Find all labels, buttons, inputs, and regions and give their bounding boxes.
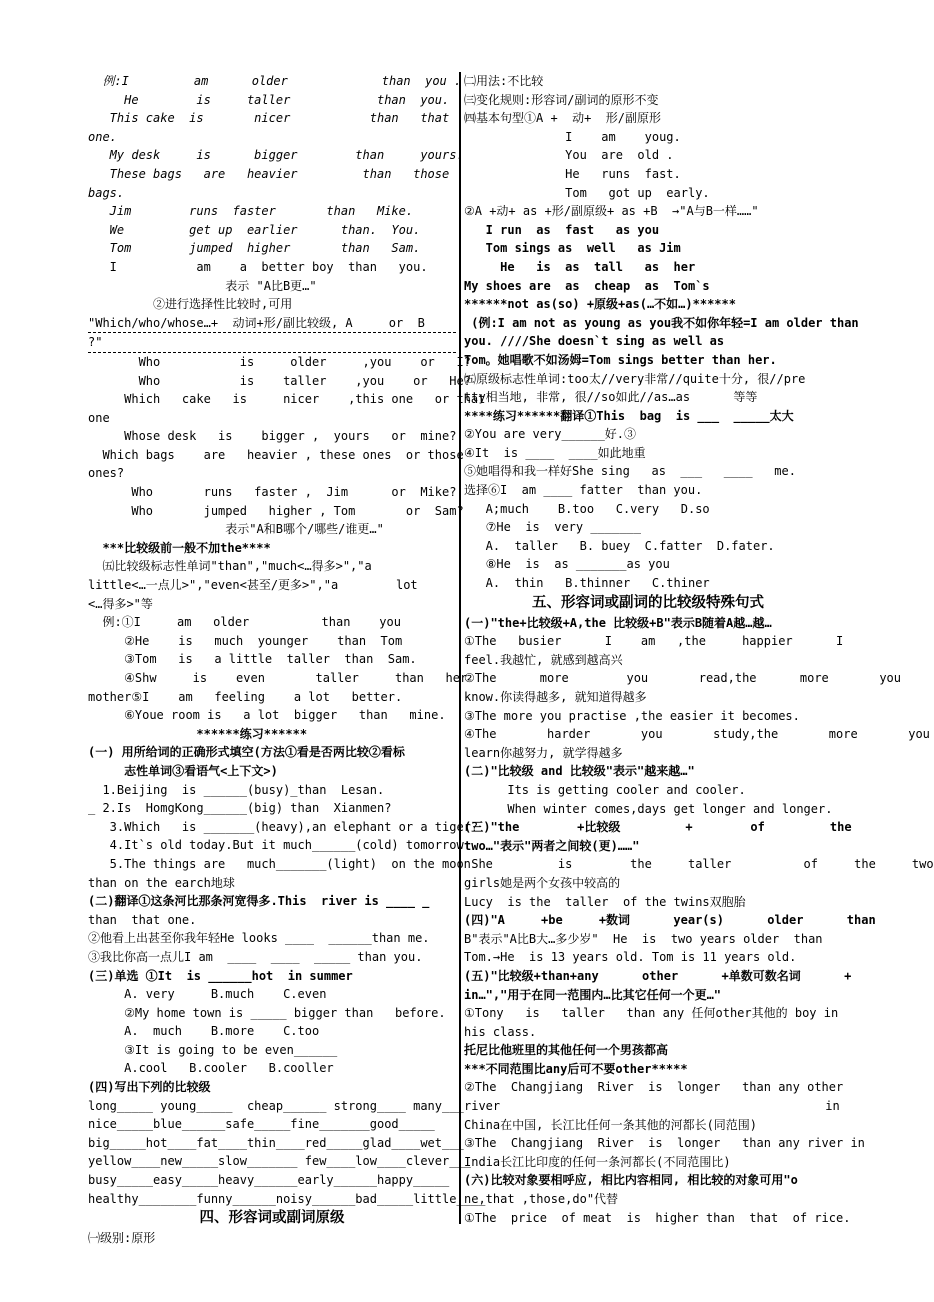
text-line: busy_____easy_____heavy______early______happy_____ [88, 1173, 450, 1188]
text-line: ⑤她唱得和我一样好She sing as ___ ____ me. [464, 464, 796, 479]
text-line: big_____hot____fat____thin____red_____glad____wet___ [88, 1135, 464, 1150]
section-five-heading: 五、形容词或副词的比较级特殊句式 [532, 594, 764, 611]
text-line: 表示"A和B哪个/哪些/谁更…" [88, 522, 384, 537]
text-line: nice_____blue______safe_____fine_______good_____ [88, 1117, 435, 1132]
right-text-block [464, 72, 859, 593]
text-line: ③Tom is a little taller than Sam. [88, 652, 417, 667]
text-line: _ 2.Is HomgKong______(big) than Xianmen? [88, 801, 392, 816]
text-line: mother⑤I am feeling a lot better. [88, 689, 403, 704]
text-line: learn你越努力, 就学得越多 [464, 745, 623, 760]
text-line: Who is taller ,you or He? [88, 373, 471, 388]
text-line: ①The busier I am ,the happier I [464, 634, 844, 649]
text-line: one [88, 410, 110, 425]
text-line: Its is getting cooler and cooler. [464, 782, 746, 797]
text-line: A. very B.much C.even [88, 987, 327, 1002]
text-line: ③The Changjiang River is longer than any river in [464, 1136, 865, 1151]
text-line: bags. [88, 185, 125, 200]
text-line: India长江比印度的任何一条河都长(不同范围比) [464, 1154, 731, 1169]
text-line: B"表示"A比B大…多少岁" He is two years older than [464, 931, 823, 946]
text-line: My desk is bigger than yours. [88, 148, 464, 163]
text-line: ones? [88, 466, 125, 481]
text-line: He runs fast. [464, 166, 681, 181]
text-line: 例:I am older than you . [88, 74, 462, 88]
text-line: A. taller B. buey C.fatter D.fater. [464, 538, 775, 553]
text-line: ㈣基本句型①A + 动+ 形/副原形 [464, 111, 662, 126]
text-line: 4.It`s old today.But it much______(cold) tomorrow. [88, 838, 471, 853]
text-line: ******not as(so) +原级+as(…不如…)****** [464, 297, 736, 312]
text-line: A. thin B.thinner C.thiner [464, 576, 710, 591]
text-line: ③我比你高一点儿I am ____ ____ _____ than you. [88, 949, 423, 964]
text-line: ②You are very______好.③ [464, 427, 637, 442]
text-line: little<…一点儿>","even<甚至/更多>","a lot [88, 578, 418, 593]
text-line: ④The harder you study,the more you [464, 727, 930, 742]
text-line: Tom got up early. [464, 185, 710, 200]
text-line: Tom jumped higher than Sam. [88, 241, 421, 256]
text-line: 选择⑥I am ____ fatter than you. [464, 483, 703, 498]
left-text-block [88, 72, 486, 1208]
text-line: ③It is going to be even______ [88, 1042, 338, 1057]
text-line: ne,that ,those,do"代替 [464, 1192, 619, 1207]
text-line: A;much B.too C.very D.so [464, 501, 710, 516]
text-line: Tom。她唱歌不如汤姆=Tom sings better than her. [464, 352, 777, 367]
text-line: ④It is ____ ____如此地重 [464, 445, 646, 460]
text-line: ②他看上出甚至你我年轻He looks ____ ______than me. [88, 931, 430, 946]
text-line: feel.我越忙, 就感到越高兴 [464, 652, 623, 667]
text-line: ?" [88, 333, 456, 353]
text-line: <…得多>"等 [88, 596, 153, 611]
text-line: (一)"the+比较级+A,the 比较级+B"表示B随着A越…越… [464, 615, 772, 630]
text-line: ******练习****** [88, 726, 308, 741]
text-line: ②He is much younger than Tom [88, 633, 403, 648]
text-line: ㈤比较级标志性单词"than","much<…得多>","a [88, 559, 372, 574]
text-line: girls她是两个女孩中较高的 [464, 875, 621, 890]
text-line: These bags are heavier than those [88, 166, 450, 181]
text-line: I am youg. [464, 129, 681, 144]
text-line: Which bags are heavier , these ones or those [88, 447, 464, 462]
text-line: Which cake is nicer ,this one or that [88, 392, 486, 407]
text-line: Lucy is the taller of the twins双胞胎 [464, 894, 746, 909]
text-line: He is taller than you. [88, 92, 450, 107]
text-line: ②The more you read,the more you [464, 671, 902, 686]
text-line: ⑥Youe room is a lot bigger than mine. [88, 708, 446, 723]
text-line: Who is older ,you or I? [88, 354, 471, 369]
text-line: ㈤原级标志性单词:too太//very非常//quite十分, 很//pre [464, 371, 806, 386]
text-line: ***不同范围比any后可不要other***** [464, 1061, 688, 1076]
text-line: than on the earch地球 [88, 875, 235, 890]
text-line: ③The more you practise ,the easier it becomes. [464, 708, 800, 723]
text-line: You are old . [464, 148, 674, 163]
text-line: ②A +动+ as +形/副原级+ as +B →"A与B一样……" [464, 204, 759, 219]
column-divider [459, 72, 461, 1224]
text-line: two…"表示"两者之间较(更)……" [464, 838, 640, 853]
text-line: 3.Which is _______(heavy),an elephant or a tiger? [88, 819, 479, 834]
text-line: (四)写出下列的比较级 [88, 1080, 211, 1095]
text-line: Whose desk is bigger , yours or mine? [88, 429, 457, 444]
text-line: Tom.→He is 13 years old. Tom is 11 years old. [464, 950, 797, 965]
text-line: (三)"the +比较级 + of the [464, 820, 852, 835]
text-line: in…","用于在同一范围内…比其它任何一个更…" [464, 987, 722, 1002]
text-line: 例:①I am older than you [88, 615, 401, 630]
text-line: (一) 用所给词的正确形式填空(方法①看是否两比较②看标 [88, 745, 405, 760]
text-line: 表示 "A比B更…" [88, 278, 317, 293]
text-line: ②My home town is _____ bigger than before. [88, 1005, 446, 1020]
text-line: (五)"比较级+than+any other +单数可数名词 + [464, 968, 852, 983]
text-line: China在中国, 长江比任何一条其他的河都长(同范围) [464, 1117, 758, 1132]
text-line: 5.The things are much_______(light) on the moon [88, 856, 471, 871]
text-line: healthy________funny______noisy______bad_____little____ [88, 1191, 486, 1206]
text-line: his class. [464, 1024, 537, 1039]
text-line: We get up earlier than. You. [88, 222, 421, 237]
text-line: He is as tall as her [464, 259, 696, 274]
text-line: (六)比较对象要相呼应, 相比内容相同, 相比较的对象可用"o [464, 1173, 798, 1188]
text-line: (例:I am not as young as you我不如你年轻=I am older than [464, 315, 859, 330]
text-line: ②The Changjiang River is longer than any other [464, 1080, 844, 1095]
text-line: (二)"比较级 and 比较级"表示"越来越…" [464, 764, 695, 779]
text-line: ⑦He is very _______ [464, 520, 641, 535]
text-line: This cake is nicer than that [88, 111, 450, 126]
text-line: "Which/who/whose…+ 动词+形/副比较级, A or B [88, 314, 456, 334]
text-line: yellow____new_____slow_______ few____low____clever___ [88, 1154, 471, 1169]
section-four-first-line: ㈠级别:原形 [88, 1231, 156, 1246]
text-line: A.cool B.cooler B.cooller [88, 1061, 334, 1076]
text-line: Who runs faster , Jim or Mike? [88, 485, 457, 500]
text-line: ㈡用法:不比较 [464, 74, 544, 88]
text-line: When winter comes,days get longer and longer. [464, 801, 833, 816]
text-line: (四)"A +be +数词 year(s) older than [464, 913, 876, 928]
text-line: I am a better boy than you. [88, 259, 428, 274]
text-line: than that one. [88, 912, 197, 927]
text-line: Tom sings as well as Jim [464, 241, 681, 256]
section-four-heading: 四、形容词或副词原级 [199, 1210, 345, 1227]
text-line: ④Shw is even taller than her [88, 671, 468, 685]
text-line: I run as fast as you [464, 222, 660, 237]
text-line: ①The price of meat is higher than that of rice. [464, 1210, 851, 1225]
text-line: you. ////She doesn`t sing as well as [464, 334, 725, 349]
text-line: ***比较级前一般不加the**** [88, 540, 271, 555]
right-text-block-2 [464, 614, 934, 1228]
text-line: ㈢变化规则:形容词/副词的原形不变 [464, 92, 659, 107]
text-line: 志性单词③看语气<上下文>) [88, 763, 278, 778]
text-line: ①Tony is taller than any 任何other其他的 boy in [464, 1006, 839, 1021]
text-line: (二)翻译①这条河比那条河宽得多.This river is ____ _ [88, 894, 430, 909]
right-column [464, 72, 934, 1227]
text-line: long_____ young_____ cheap______ strong____ many___ [88, 1098, 464, 1113]
text-line: Jim runs faster than Mike. [88, 204, 414, 219]
text-line: ****练习******翻译①This bag is ___ _____太大 [464, 408, 794, 423]
text-line: My shoes are as cheap as Tom`s [464, 278, 710, 293]
text-line: ②进行选择性比较时,可用 [88, 297, 293, 312]
text-line: A. much B.more C.too [88, 1024, 320, 1039]
text-line: 托尼比他班里的其他任何一个男孩都高 [464, 1043, 669, 1058]
text-line: tty相当地, 非常, 很//so如此//as…as 等等 [464, 390, 758, 405]
text-line: one. [88, 129, 117, 144]
text-line: know.你读得越多, 就知道得越多 [464, 690, 647, 704]
text-line: river in [464, 1099, 840, 1114]
text-line: 1.Beijing is ______(busy)_than Lesan. [88, 782, 385, 797]
left-column [88, 72, 486, 1248]
text-line: Who jumped higher , Tom or Sam? [88, 503, 464, 518]
text-line: She is the taller of the two [464, 857, 934, 872]
text-line: (三)单选 ①It is ______hot in summer [88, 968, 353, 983]
text-line: ⑧He is as _______as you [464, 557, 670, 572]
